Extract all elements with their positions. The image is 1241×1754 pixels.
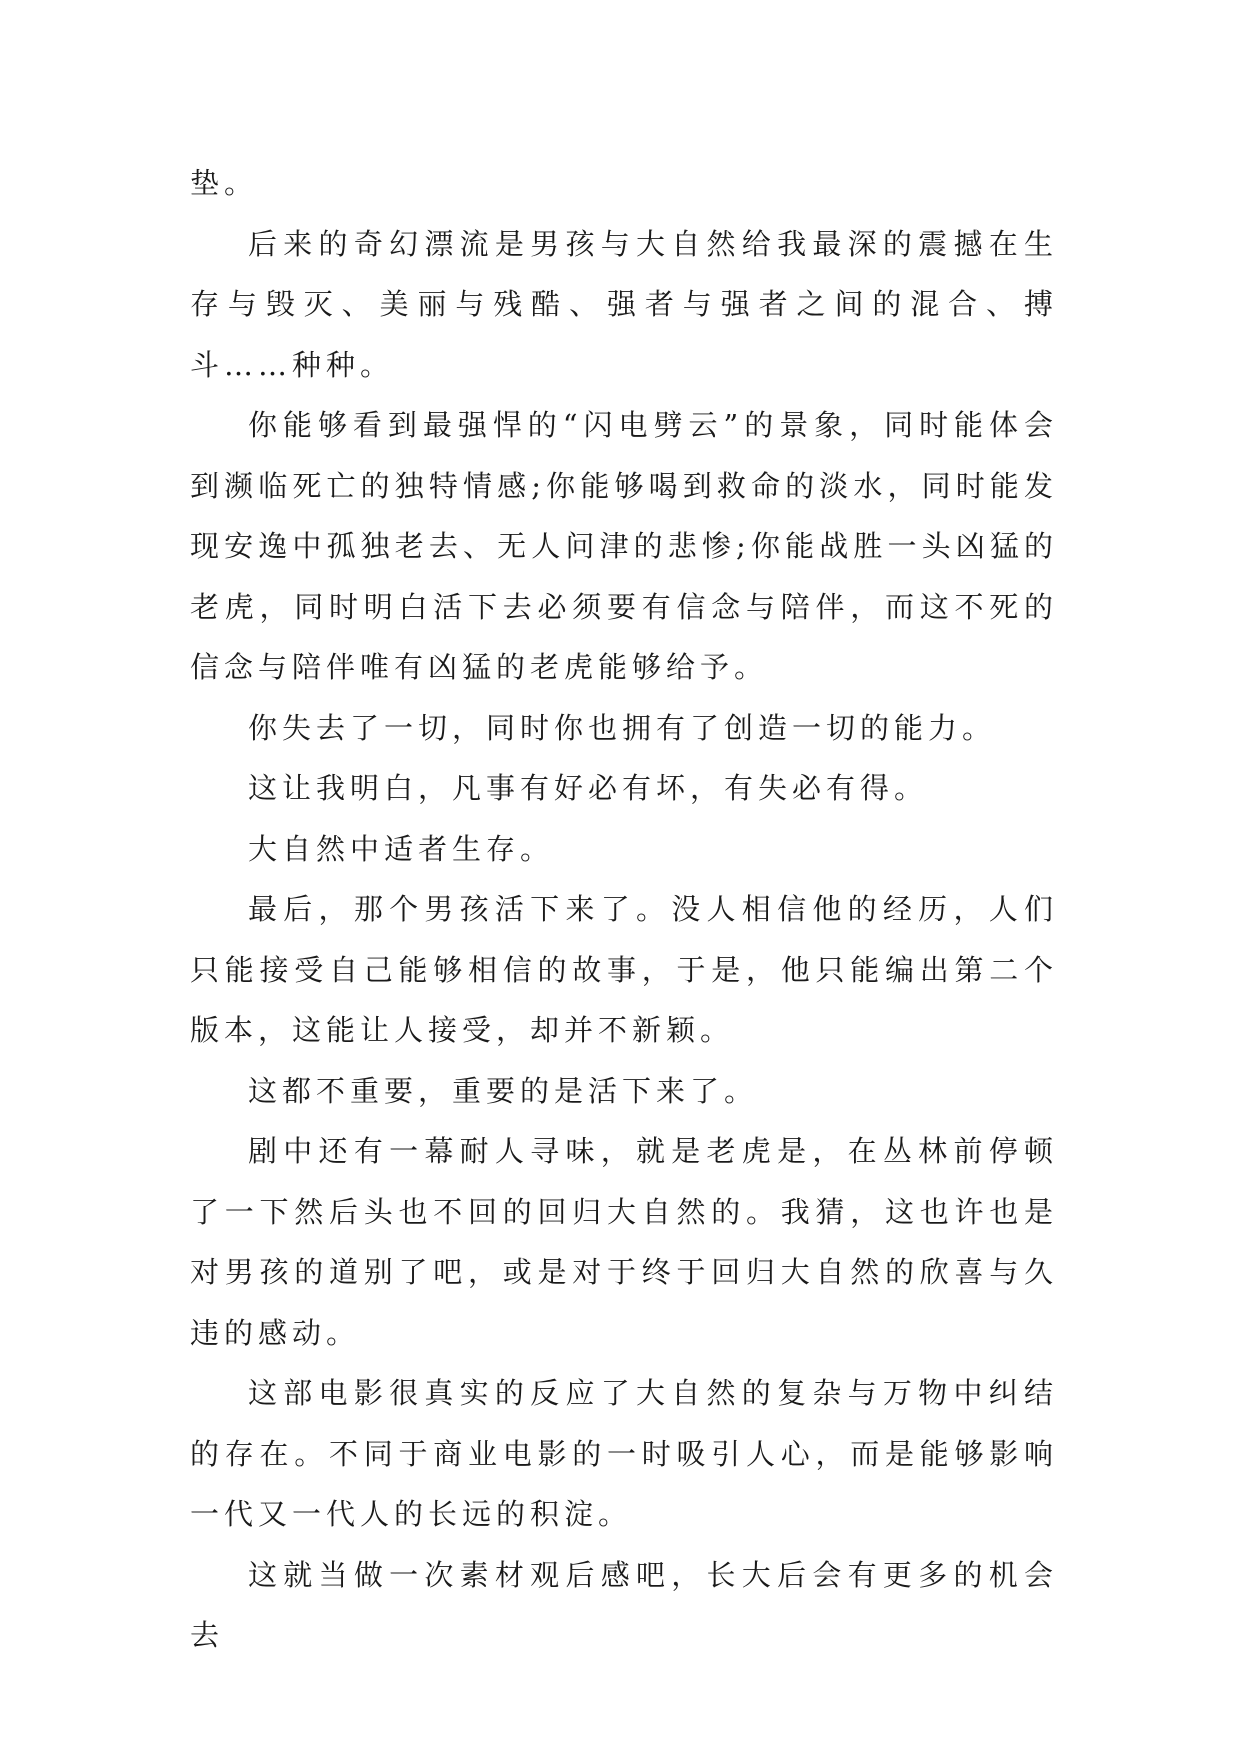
paragraph: 这部电影很真实的反应了大自然的复杂与万物中纠结的存在。不同于商业电影的一时吸引人心，而是能够影响一代又一代人的长远的积淀。 <box>190 1376 1058 1531</box>
paragraph: 后来的奇幻漂流是男孩与大自然给我最深的震撼在生存与毁灭、美丽与残酷、强者与强者之间的混合、搏斗……种种。 <box>190 226 1058 382</box>
paragraph: 最后，那个男孩活下来了。没人相信他的经历，人们只能接受自己能够相信的故事，于是，他只能编出第二个版本，这能让人接受，却并不新颖。 <box>190 892 1058 1047</box>
paragraph: 这让我明白，凡事有好必有坏，有失必有得。 <box>248 771 929 805</box>
document-body <box>190 153 1058 1666</box>
paragraph: 大自然中适者生存。 <box>248 831 555 866</box>
paragraph-continuation: 垫。 <box>190 166 259 200</box>
paragraph: 你失去了一切，同时你也拥有了创造一切的能力。 <box>248 710 997 745</box>
paragraph: 这就当做一次素材观后感吧，长大后会有更多的机会去 <box>190 1557 1058 1652</box>
paragraph: 你能够看到最强悍的“闪电劈云”的景象，同时能体会到濒临死亡的独特情感;你能够喝到救命的淡水，同时能发现安逸中孤独老去、无人问津的悲惨;你能战胜一头凶猛的老虎，同时明白活下去必须要有信念与陪伴，而这不死的信念与陪伴唯有凶猛的老虎能够给予。 <box>190 408 1058 684</box>
paragraph: 剧中还有一幕耐人寻味，就是老虎是，在丛林前停顿了一下然后头也不回的回归大自然的。我猜，这也许也是对男孩的道别了吧，或是对于终于回归大自然的欣喜与久违的感动。 <box>190 1134 1058 1350</box>
paragraph: 这都不重要，重要的是活下来了。 <box>248 1073 759 1108</box>
